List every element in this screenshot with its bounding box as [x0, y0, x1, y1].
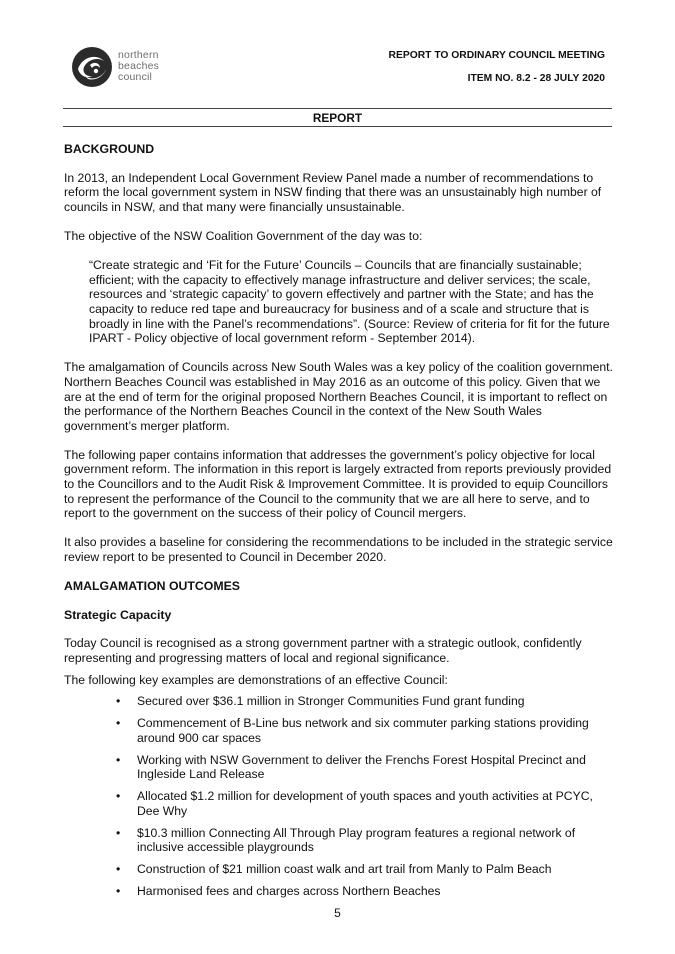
meeting-header: REPORT TO ORDINARY COUNCIL MEETING: [388, 50, 605, 61]
northern-beaches-swirl-logo-icon: [70, 45, 114, 89]
outcomes-heading: AMALGAMATION OUTCOMES: [64, 579, 241, 594]
background-paragraph-5: It also provides a baseline for considering the recommendations to be included in the strategic service review report to be presented to Council in December 2020.: [64, 535, 613, 565]
background-paragraph-3: The amalgamation of Councils across New South Wales was a key policy of the coalition government. Northern Beaches Council was established in May 2016 as an outcome of this policy. Given that we are at the end of term for the original proposed Northern Beaches Council, it is important to reflect on the performance of the Northern Beaches Council in the context of the New South Wales government’s merger platform.: [64, 360, 613, 433]
list-item-text: Allocated $1.2 million for development of youth spaces and youth activities at PCYC, Dee Why: [137, 789, 593, 818]
bottom-divider: [63, 126, 612, 127]
council-logo: [70, 45, 190, 93]
list-item-text: $10.3 million Connecting All Through Play program features a regional network of inclusive accessible playgrounds: [137, 825, 576, 855]
list-item-text: Working with NSW Government to deliver the Frenchs Forest Hospital Precinct and Ingleside Land Release: [137, 752, 586, 782]
list-item: [64, 716, 614, 745]
list-item: [64, 753, 614, 782]
outcomes-paragraph-1: Today Council is recognised as a strong government partner with a strategic outlook, confidently representing and progressing matters of local and regional significance.: [64, 636, 582, 665]
list-item-text: Commencement of B-Line bus network and six commuter parking stations providing around 900 car spaces: [137, 716, 589, 745]
key-examples-list: [64, 694, 614, 898]
logo-line-3: council: [118, 71, 153, 83]
bullet-icon: •: [116, 716, 121, 731]
page-number: 5: [334, 906, 341, 920]
bullet-icon: •: [116, 789, 121, 804]
strategic-capacity-heading: Strategic Capacity: [64, 607, 172, 622]
report-title: REPORT: [312, 111, 363, 125]
logo-line-1: northern: [118, 49, 159, 61]
list-item: [64, 862, 614, 877]
report-body: [64, 142, 614, 906]
outcomes-paragraph-2: The following key examples are demonstrations of an effective Council:: [64, 672, 448, 687]
item-header: ITEM NO. 8.2 - 28 JULY 2020: [467, 73, 605, 84]
list-item: [64, 789, 614, 818]
top-divider: [63, 108, 612, 109]
logo-line-2: beaches: [118, 60, 160, 72]
list-item-text: Construction of $21 million coast walk and art trail from Manly to Palm Beach: [137, 862, 552, 877]
background-paragraph-2: The objective of the NSW Coalition Government of the day was to:: [64, 228, 423, 243]
bullet-icon: •: [116, 883, 121, 898]
bullet-icon: •: [116, 752, 121, 767]
bullet-icon: •: [116, 825, 121, 840]
background-heading: BACKGROUND: [64, 142, 155, 156]
background-paragraph-4: The following paper contains information that addresses the government’s policy objective for local government reform. The information in this report is largely extracted from reports previously provided to the Councillors and to the Audit Risk & Improvement Committee. It is provided to equip Councillors to represent the performance of the Council to the community that we are all here to serve, and to report to the government on the success of their policy of Council mergers.: [64, 447, 612, 521]
logo-wordmark: [118, 50, 159, 83]
list-item: [64, 694, 614, 709]
policy-quote: “Create strategic and ‘Fit for the Future’ Councils – Councils that are financially sustainable; efficient; with the capacity to effectively manage infrastructure and deliver services; the scale, resources and ‘strategic capacity’ to govern effectively and partner with the State; and has the capacity to reduce red tape and bureaucracy for business and of a scale and structure that is broadly in line with the Panel’s recommendations”. (Source: Review of criteria for fit for the future IPART - Policy objective of local government reform - September 2014).: [89, 258, 610, 346]
list-item-text: Harmonised fees and charges across Northern Beaches: [137, 883, 441, 898]
list-item-text: Secured over $36.1 million in Stronger Communities Fund grant funding: [137, 694, 525, 709]
list-item: [64, 826, 614, 855]
bullet-icon: •: [116, 862, 121, 877]
bullet-icon: •: [116, 694, 121, 709]
list-item: [64, 884, 614, 899]
background-paragraph-1: In 2013, an Independent Local Government Review Panel made a number of recommendations to reform the local government system in NSW finding that there was an unsustainably high number of councils in NSW, and that many were financially unsustainable.: [64, 170, 602, 214]
